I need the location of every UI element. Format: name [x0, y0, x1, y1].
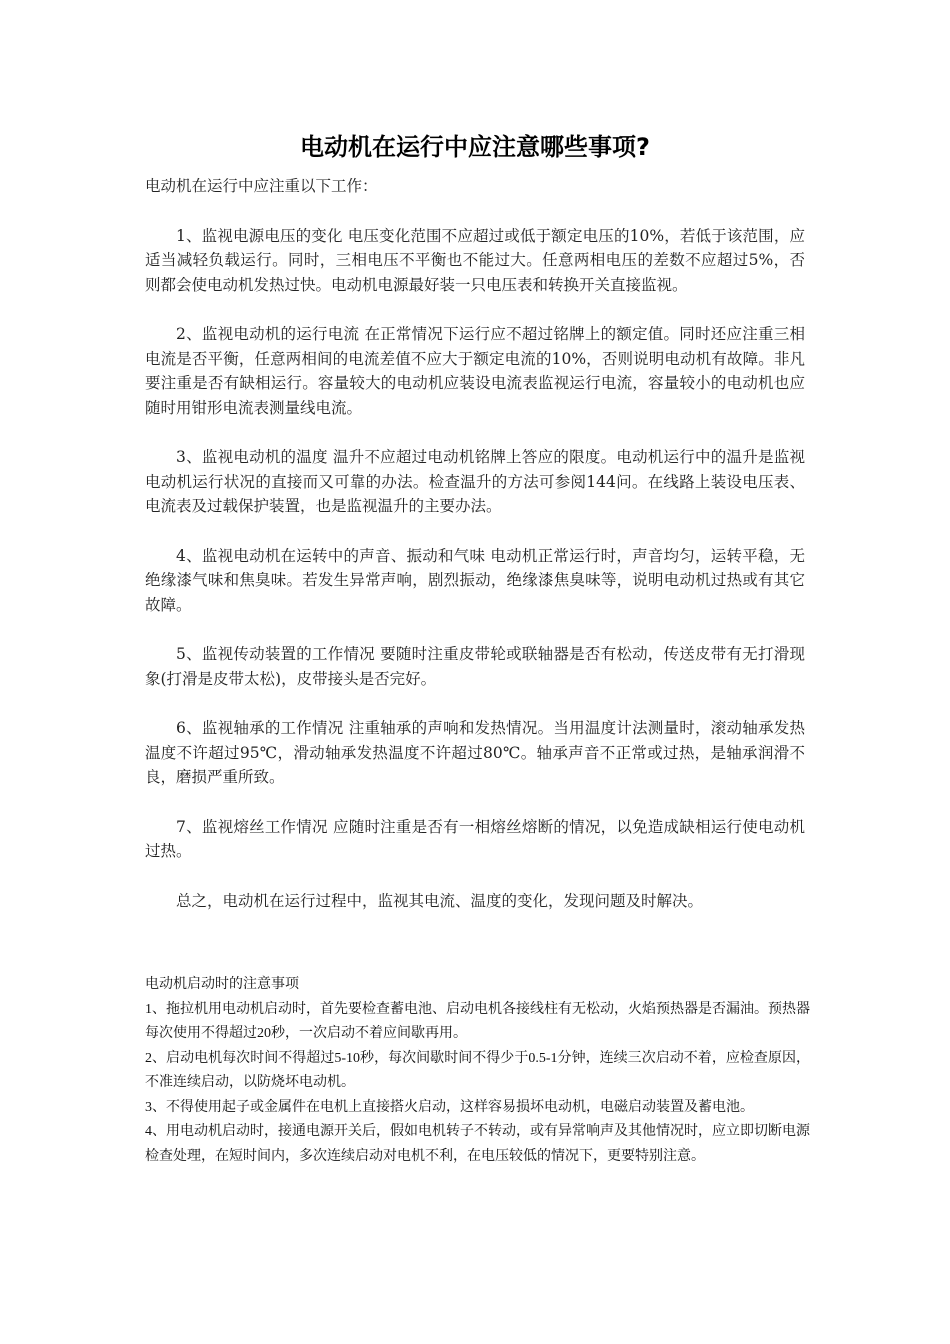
- startup-item: 1、拖拉机用电动机启动时，首先要检查蓄电池、启动电机各接线柱有无松动，火焰预热器是否漏油。预热器每次使用不得超过20秒，一次启动不着应间歇再用。: [145, 1001, 810, 1041]
- paragraph-fuse: 7、监视熔丝工作情况 应随时注重是否有一相熔丝熔断的情况，以免造成缺相运行使电动机过热。: [145, 817, 805, 860]
- startup-item: 3、不得使用起子或金属件在电机上直接搭火启动，这样容易损坏电动机，电磁启动装置及蓄电池。: [145, 1099, 754, 1115]
- startup-heading: 电动机启动时的注意事项: [145, 977, 299, 992]
- main-content: [145, 174, 805, 938]
- intro-text: 电动机在运行中应注重以下工作：: [145, 177, 378, 195]
- paragraph-transmission: 5、监视传动装置的工作情况 要随时注重皮带轮或联轴器是否有松动，传送皮带有无打滑现象(打滑是皮带太松)，皮带接头是否完好。: [145, 645, 805, 688]
- paragraph-voltage: 1、监视电源电压的变化 电压变化范围不应超过或低于额定电压的10%，若低于该范围，应适当减轻负载运行。同时，三相电压不平衡也不能过大。任意两相电压的差数不应超过5%，否则都会使电动机发热过快。电动机电源最好装一只电压表和转换开关直接监视。: [145, 226, 805, 294]
- paragraph-temperature: 3、监视电动机的温度 温升不应超过电动机铭牌上答应的限度。电动机运行中的温升是监视电动机运行状况的直接而又可靠的办法。检查温升的方法可参阅144问。在线路上装设电压表、电流表及过载保护装置，也是监视温升的主要办法。: [145, 448, 805, 515]
- paragraph-current: 2、监视电动机的运行电流 在正常情况下运行应不超过铭牌上的额定值。同时还应注重三相电流是否平衡，任意两相间的电流差值不应大于额定电流的10%，否则说明电动机有故障。非凡要注重是否有缺相运行。容量较大的电动机应装设电流表监视运行电流，容量较小的电动机也应随时用钳形电流表测量线电流。: [145, 325, 805, 417]
- paragraph-bearing: 6、监视轴承的工作情况 注重轴承的声响和发热情况。当用温度计法测量时，滚动轴承发热温度不许超过95℃，滑动轴承发热温度不许超过80℃。轴承声音不正常或过热，是轴承润滑不良，磨损严重所致。: [145, 719, 805, 786]
- document-title: 电动机在运行中应注意哪些事项?: [300, 133, 650, 161]
- startup-item: 2、启动电机每次时间不得超过5-10秒，每次间歇时间不得少于0.5-1分钟，连续三次启动不着，应检查原因，不准连续启动，以防烧坏电动机。: [145, 1050, 810, 1090]
- paragraph-sound-vibration: 4、监视电动机在运转中的声音、振动和气味 电动机正常运行时，声音均匀，运转平稳，无绝缘漆气味和焦臭味。若发生异常声响，剧烈振动，绝缘漆焦臭味等，说明电动机过热或有其它故障。: [145, 546, 805, 614]
- startup-section: [145, 973, 810, 1169]
- paragraph-summary: 总之，电动机在运行过程中，监视其电流、温度的变化，发现问题及时解决。: [176, 891, 704, 910]
- startup-item: 4、用电动机启动时，接通电源开关后，假如电机转子不转动，或有异常响声及其他情况时，应立即切断电源检查处理，在短时间内，多次连续启动对电机不利，在电压较低的情况下，更要特别注意。: [145, 1124, 810, 1164]
